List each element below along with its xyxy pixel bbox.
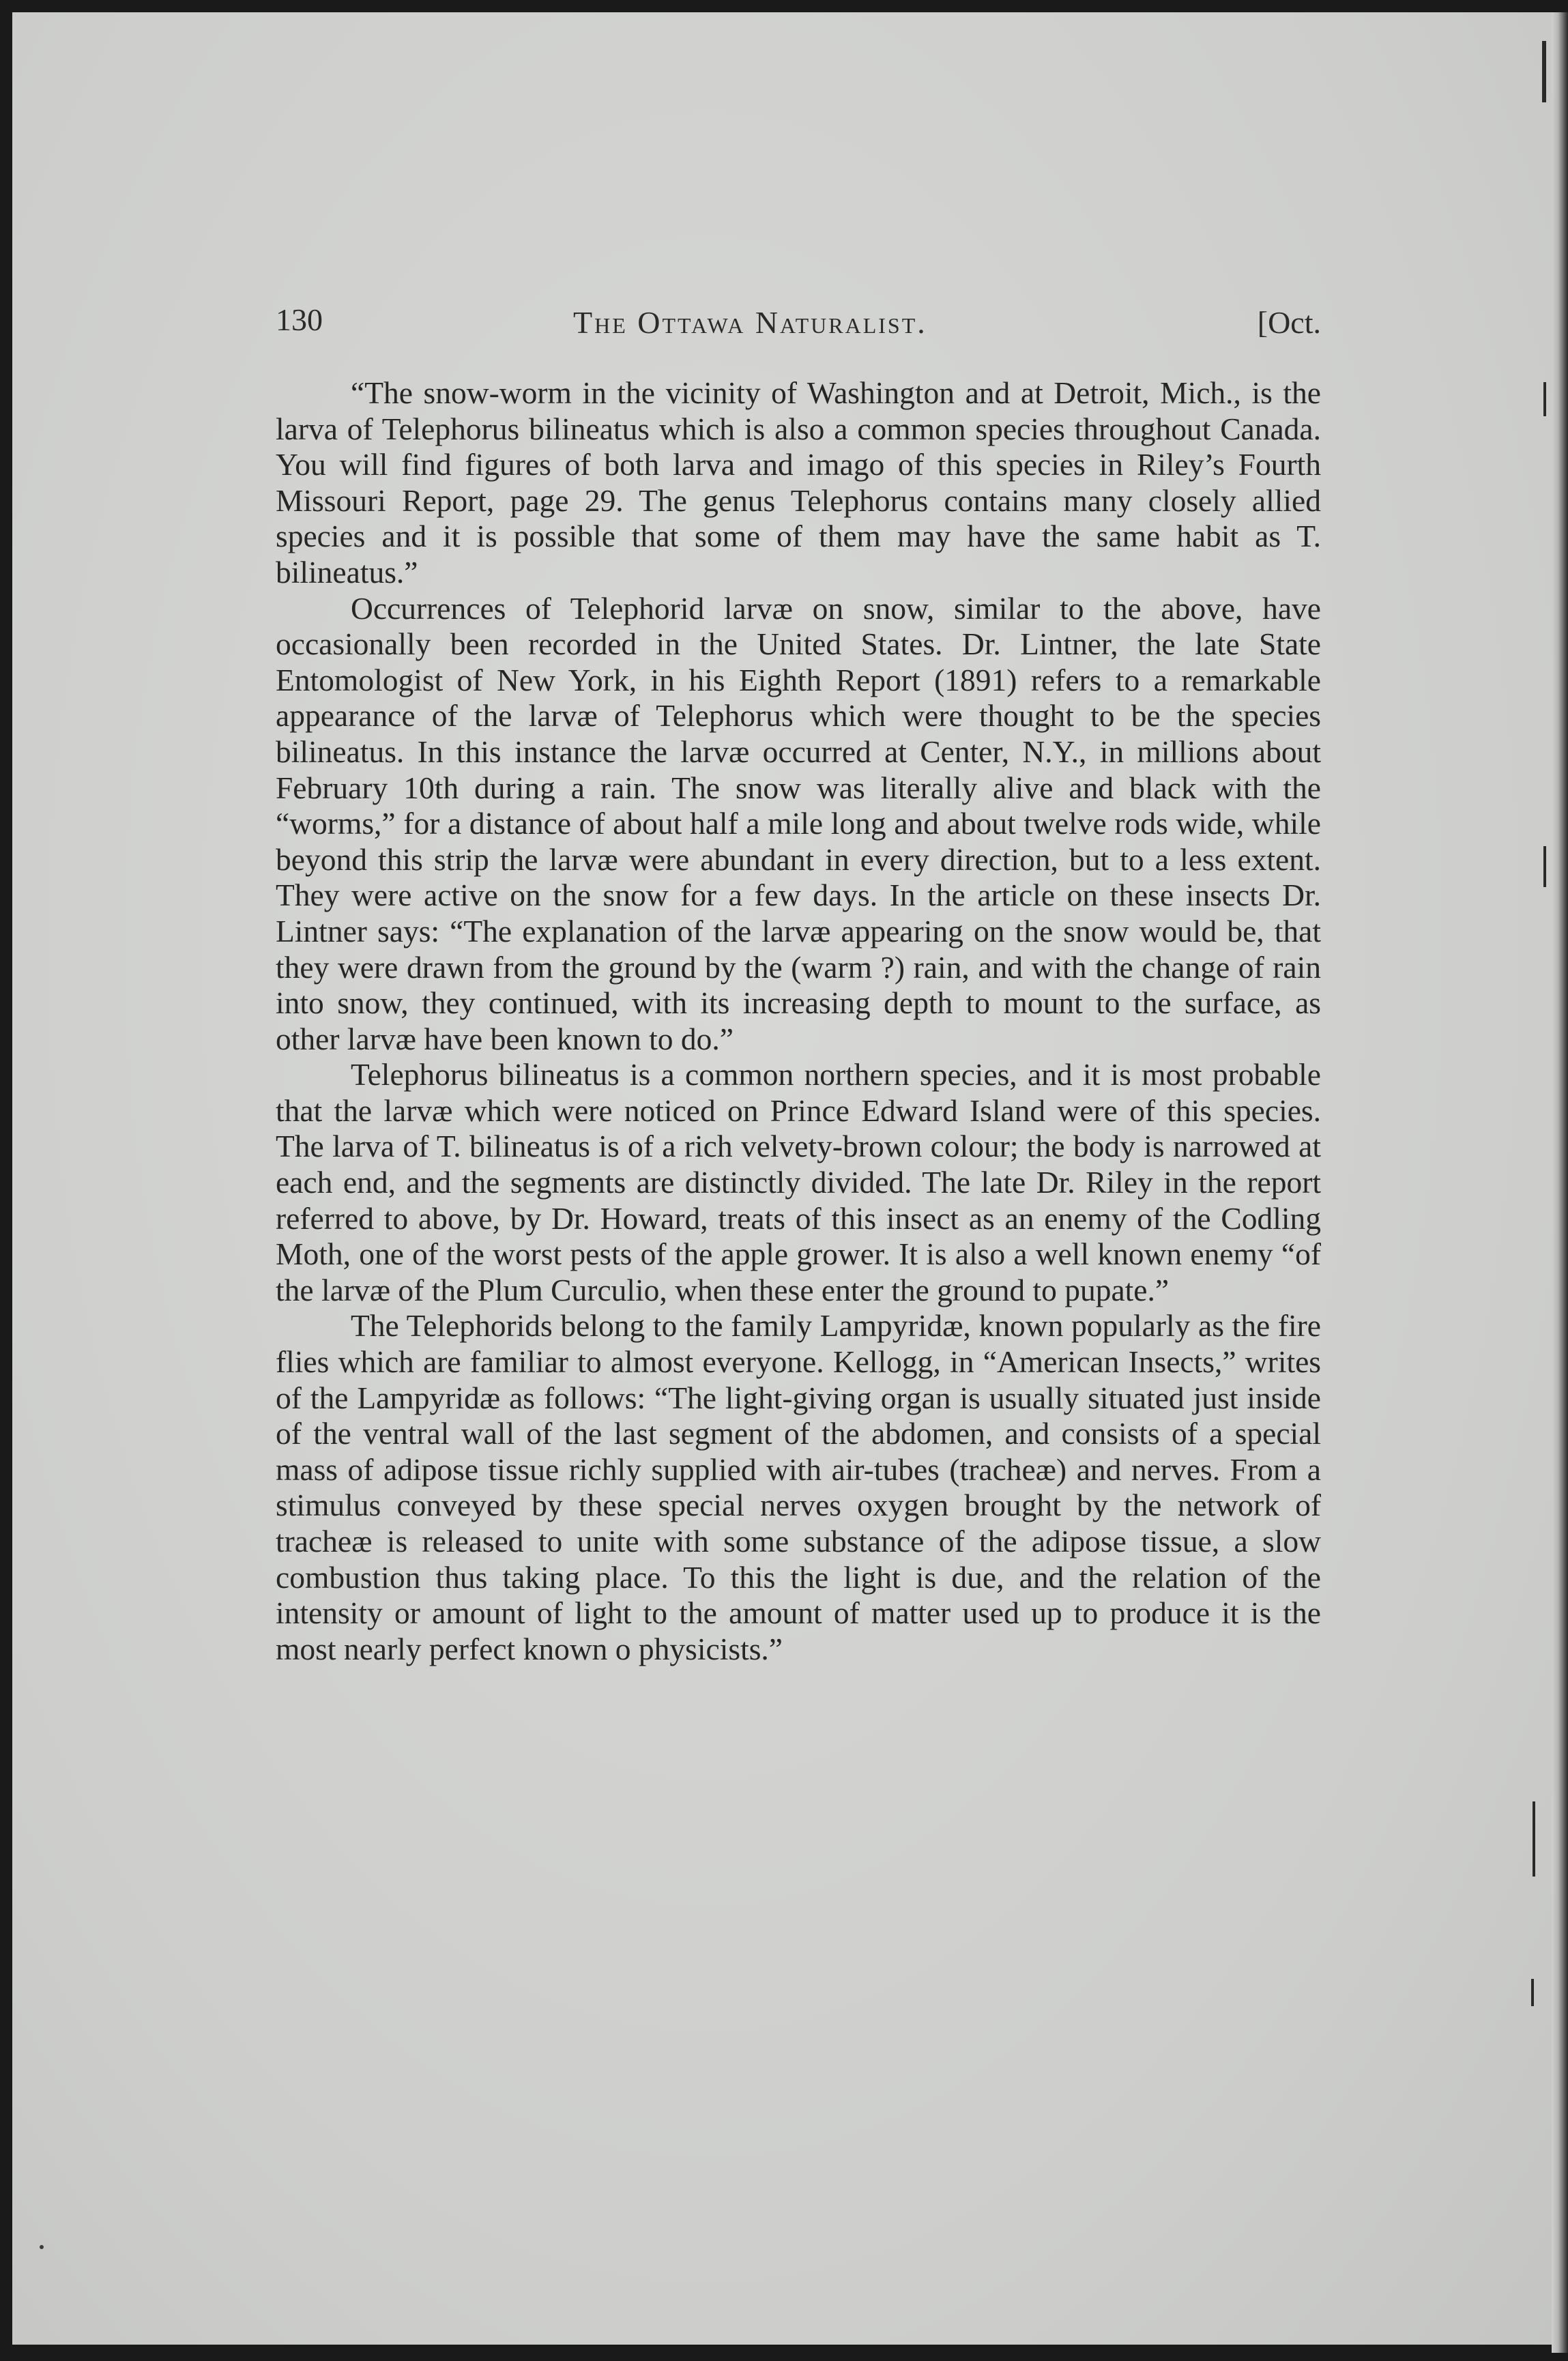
page-edge [1552,12,1568,2353]
edge-mark [1543,846,1546,887]
paragraph: The Telephorids belong to the family Lampyridæ, known popularly as the fire flies which are familiar to almost everyone. Kellogg, in “American Insects,” writes of the Lampyridæ as follows: “The light-giving organ is usually situated just inside of the ventral wall of the last segment of the abdomen, and consists of a special mass of adipose tissue richly supplied with air-tubes (tracheæ) and nerves. From a stimulus conveyed by these special nerves oxygen brought by the network of tracheæ is released to unite with some substance of the adipose tissue, a slow combustion thus taking place. To this the light is due, and the relation of the intensity or amount of light to the amount of matter used up to produce it is the most nearly perfect known o physicists.” [276,1308,1321,1666]
body-text [276,375,1321,1667]
running-header [276,302,1321,351]
edge-mark [1542,41,1546,102]
edge-mark [1533,1801,1535,1877]
edge-mark [1543,382,1546,416]
paragraph: “The snow-worm in the vicinity of Washington and at Detroit, Mich., is the larva of Telephorus bilineatus which is also a common species throughout Canada. You will find figures of both larva and imago of this species in Riley’s Fourth Missouri Report, page 29. The genus Telephorus contains many closely allied species and it is possible that some of them may have the same habit as T. bilineatus.” [276,375,1321,590]
paragraph: Telephorus bilineatus is a common northern species, and it is most probable that the larvæ which were noticed on Prince Edward Island were of this species. The larva of T. bilineatus is of a rich velvety-brown colour; the body is narrowed at each end, and the segments are distinctly divided. The late Dr. Riley in the report referred to above, by Dr. Howard, treats of this insect as an enemy of the Codling Moth, one of the worst pests of the apple grower. It is also a well known enemy “of the larvæ of the Plum Curculio, when these enter the ground to pupate.” [276,1057,1321,1307]
speck [40,2245,44,2249]
paragraph: Occurrences of Telephorid larvæ on snow, similar to the above, have occasionally been recorded in the United States. Dr. Lintner, the late State Entomologist of New York, in his Eighth Report (1891) refers to a remarkable appearance of the larvæ of Telephorus which were thought to be the species bilineatus. In this instance the larvæ occurred at Center, N.Y., in millions about February 10th during a rain. The snow was literally alive and black with the “worms,” for a distance of about half a mile long and about twelve rods wide, while beyond this strip the larvæ were abundant in every direction, but to a less extent. They were active on the snow for a few days. In the article on these insects Dr. Lintner says: “The explanation of the larvæ appearing on the snow would be, that they were drawn from the ground by the (warm ?) rain, and with the change of rain into snow, they continued, with its increasing depth to mount to the surface, as other larvæ have been known to do.” [276,590,1321,1056]
month-mark: [Oct. [1257,305,1321,340]
edge-mark [1531,1979,1534,2006]
running-title: The Ottawa Naturalist. [573,305,927,340]
page-number: 130 [276,302,323,337]
